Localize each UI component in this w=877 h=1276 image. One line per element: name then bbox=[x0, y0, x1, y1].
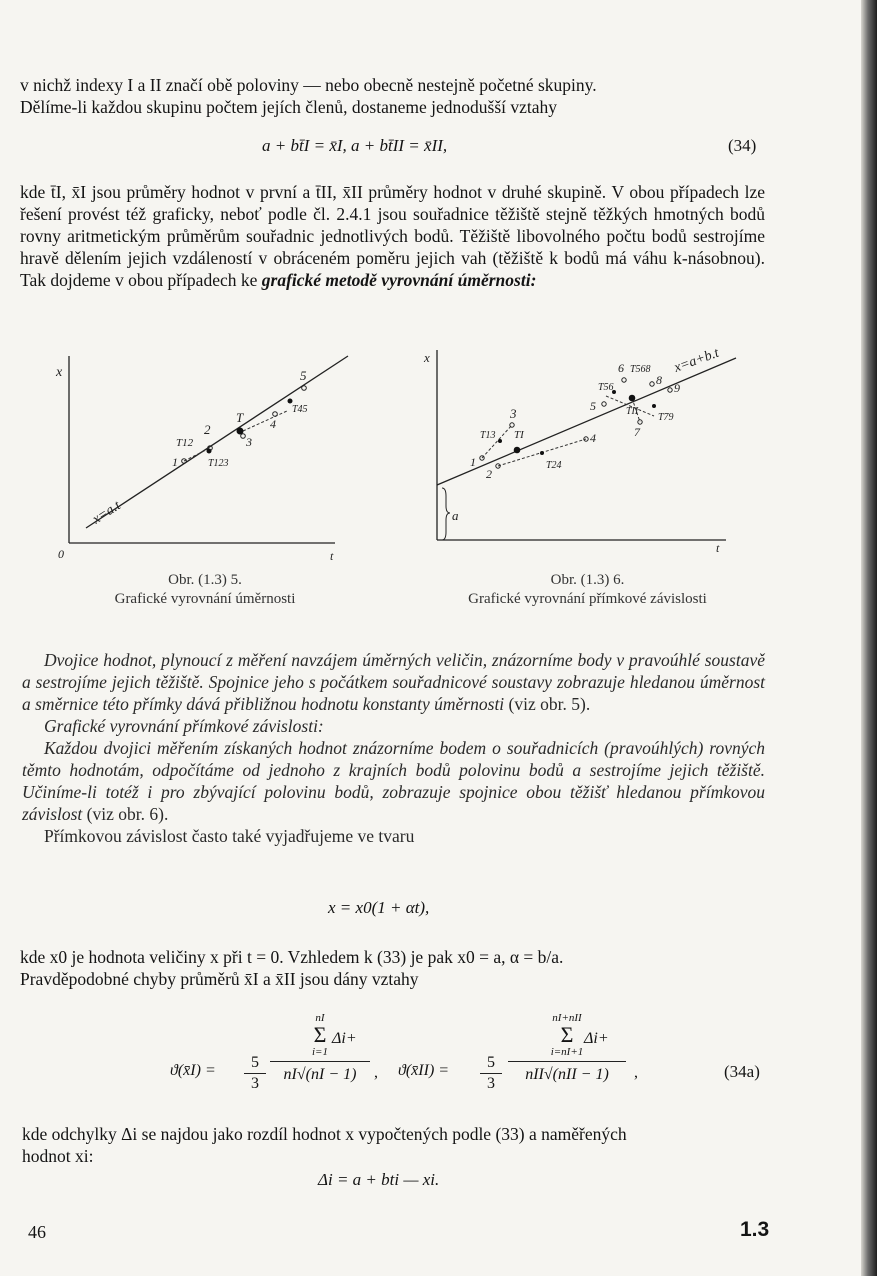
eq34a-sum1-upper: nI bbox=[315, 1012, 325, 1024]
fig5-label-p3: 3 bbox=[246, 435, 252, 449]
fig5-centroid-T bbox=[237, 428, 244, 435]
eq34a-number: (34a) bbox=[724, 1062, 760, 1081]
fig6-label-x-axis: x bbox=[424, 350, 430, 365]
paragraph-6-line-1: kde odchylky Δi se najdou jako rozdíl hodnot x vypočtených podle (33) a naměřených bbox=[22, 1124, 627, 1144]
eq34a-lhs-1: ϑ(x̄I) = bbox=[170, 1062, 216, 1079]
fig5-label-p4: 4 bbox=[270, 417, 276, 431]
fig5-centroid-T123 bbox=[207, 449, 212, 454]
eq34a-sum1-sigma: Σ bbox=[313, 1022, 327, 1047]
fig5-caption-1: Obr. (1.3) 5. bbox=[168, 572, 242, 588]
paragraph-3-title: Grafické vyrovnání přímkové závislosti: bbox=[44, 716, 324, 736]
fig5-point-4 bbox=[273, 412, 278, 417]
equation-34a bbox=[0, 1010, 877, 1120]
fig6-point-9 bbox=[668, 388, 672, 392]
top-text bbox=[20, 74, 765, 118]
fig6-centroid-TI bbox=[514, 447, 521, 454]
equation-x: x = x0(1 + αt), bbox=[328, 898, 430, 917]
eq34a-coef-den-1: 3 bbox=[251, 1075, 259, 1092]
paragraph-5-line-2: Pravděpodobné chyby průměrů x̄I a x̄II jsou dány vztahy bbox=[20, 969, 419, 989]
section-number: 1.3 bbox=[740, 1218, 770, 1241]
fig6-label-a: a bbox=[452, 508, 459, 523]
fig6-caption bbox=[400, 571, 775, 609]
paragraph-6-line-2: hodnot xi: bbox=[22, 1146, 94, 1166]
fig5-label-T123: T123 bbox=[208, 458, 229, 469]
fig6-label-t-axis: t bbox=[716, 541, 720, 555]
fig5-point-5 bbox=[302, 386, 307, 391]
figure-6 bbox=[418, 338, 748, 558]
paragraph-3-reference: (viz obr. 6). bbox=[86, 804, 169, 824]
fig6-label-T568: T568 bbox=[630, 364, 651, 375]
fig6-label-T56: T56 bbox=[598, 382, 614, 393]
eq34a-coef-num-2: 5 bbox=[487, 1054, 495, 1071]
eq34a-sum2-upper: nI+nII bbox=[552, 1012, 582, 1024]
paragraph-5-line-1: kde x0 je hodnota veličiny x při t = 0. Vzhledem k (33) je pak x0 = a, α = b/a. bbox=[20, 947, 564, 967]
top-line-1: v nichž indexy I a II značí obě poloviny — nebo obecně nestejně početné skupiny. bbox=[20, 75, 597, 95]
fig6-label-p3: 3 bbox=[510, 406, 517, 421]
fig5-label-T: T bbox=[236, 410, 244, 425]
top-line-2: Dělíme-li každou skupinu počtem jejích členů, dostaneme jednodušší vztahy bbox=[20, 97, 558, 117]
paragraph-2-text: Dvojice hodnot, plynoucí z měření navzájem úměrných veličin, znázorníme body v pravoúhlé soustavě a sestrojíme jejich těžiště. Spojnice jeho s počátkem souřadnicové soustavy zobrazuje hledanou úměrnost a směrnice této přímky dává přibližnou hodnotu konstanty úměrnosti bbox=[22, 650, 765, 714]
paragraph-2-reference: (viz obr. 5). bbox=[508, 694, 591, 714]
fig5-centroid-T45 bbox=[288, 399, 293, 404]
fig6-label-p1: 1 bbox=[470, 455, 476, 469]
fig6-label-T13: T13 bbox=[480, 430, 496, 441]
eq34a-sum2-lower: i=nI+1 bbox=[550, 1046, 584, 1058]
eq34a-coef-num-1: 5 bbox=[251, 1054, 259, 1071]
equation-34-number: (34) bbox=[728, 136, 757, 155]
eq34a-sum2-term: Δi+ bbox=[584, 1030, 609, 1047]
fig5-label-line: x=a.t bbox=[90, 498, 124, 528]
equation-34: a + bt̄I = x̄I, a + bt̄II = x̄II, bbox=[262, 136, 448, 155]
fig6-point-5 bbox=[602, 402, 606, 406]
fig6-caption-2: Grafické vyrovnání přímkové závislosti bbox=[468, 591, 707, 607]
fig6-label-p7: 7 bbox=[634, 425, 640, 439]
fig6-label-T24: T24 bbox=[546, 460, 562, 471]
fig5-label-p2: 2 bbox=[204, 422, 211, 437]
eq34a-sum1-term: Δi+ bbox=[332, 1030, 357, 1047]
eq34a-den-1: nI√(nI − 1) bbox=[283, 1066, 357, 1083]
fig5-label-p5: 5 bbox=[300, 368, 307, 383]
eq34a-coef-den-2: 3 bbox=[487, 1075, 495, 1092]
fig6-label-p6: 6 bbox=[618, 361, 624, 375]
paragraph-1-emphasis: grafické metodě vyrovnání úměrnosti: bbox=[261, 270, 537, 290]
fig6-label-p4: 4 bbox=[590, 431, 596, 445]
fig5-label-x-axis: x bbox=[56, 365, 63, 380]
fig6-label-T79: T79 bbox=[658, 412, 674, 423]
fig6-centroid-T79 bbox=[652, 404, 656, 408]
fig6-label-p9: 9 bbox=[674, 381, 680, 395]
fig6-label-p8: 8 bbox=[656, 373, 662, 387]
fig6-point-8 bbox=[650, 382, 654, 386]
paragraph-1 bbox=[20, 181, 765, 291]
fig5-label-T45: T45 bbox=[292, 404, 308, 415]
fig5-label-T12: T12 bbox=[176, 437, 194, 449]
page-number: 46 bbox=[28, 1222, 46, 1242]
paragraph-2 bbox=[22, 649, 765, 847]
paragraph-6 bbox=[22, 1123, 767, 1167]
fig6-regression-line bbox=[437, 358, 736, 485]
eq34a-sum2-sigma: Σ bbox=[560, 1022, 574, 1047]
eq34a-den-2: nII√(nII − 1) bbox=[525, 1066, 609, 1083]
fig5-point-3 bbox=[241, 434, 246, 439]
fig6-centroid-T24 bbox=[540, 451, 544, 455]
fig5-caption bbox=[60, 571, 350, 609]
fig6-label-TII: TII bbox=[626, 406, 639, 417]
fig5-caption-2: Grafické vyrovnání úměrnosti bbox=[114, 591, 296, 607]
fig6-label-p2: 2 bbox=[486, 467, 492, 481]
fig6-caption-1: Obr. (1.3) 6. bbox=[550, 572, 625, 588]
fig5-label-t-axis: t bbox=[330, 549, 334, 560]
figure-5 bbox=[50, 348, 370, 560]
fig6-centroid-T13 bbox=[498, 439, 502, 443]
fig6-intercept-brace bbox=[442, 488, 450, 540]
equation-delta: Δi = a + bti — xi. bbox=[318, 1170, 440, 1189]
fig6-point-6 bbox=[622, 378, 626, 382]
paragraph-4: Přímkovou závislost často také vyjadřujeme ve tvaru bbox=[44, 826, 415, 846]
fig5-label-origin: 0 bbox=[58, 547, 64, 560]
eq34a-sum1-lower: i=1 bbox=[312, 1046, 328, 1058]
fig6-label-line: x=a+b.t bbox=[672, 345, 722, 376]
eq34a-comma-2: , bbox=[634, 1064, 638, 1081]
eq34a-lhs-2: ϑ(x̄II) = bbox=[398, 1062, 450, 1079]
fig5-label-p1: 1 bbox=[172, 455, 178, 469]
paragraph-3-text: Každou dvojici měřením získaných hodnot znázorníme bodem o souřadnicích (pravoúhlých) rovných těmto hodnotám, odpočítáme od jednoho z krajních bodů polovinu bodů a sestrojíme jejich těžiště. Učiníme-li totéž i pro zbývající polovinu bodů, zobrazuje spojnice obou těžišť hledanou přímkovou závislost bbox=[22, 738, 765, 824]
fig6-label-TI: TI bbox=[514, 429, 524, 441]
fig6-centroid-TII bbox=[629, 395, 636, 402]
paragraph-1-text: kde t̄I, x̄I jsou průměry hodnot v první a t̄II, x̄II průměry hodnot v druhé skupině. V obou případech lze řešení provést též graficky, neboť podle čl. 2.4.1 jsou souřadnice těžiště stejně těžkých hmotných bodů rovny aritmetickým průměrům souřadnic jednotlivých bodů. Těžiště libovolného počtu bodů sestrojíme hravě dělením jejich vzdáleností v obráceném poměru jejich vah (těžiště k bodů má váhu k-násobnou). Tak dojdeme v obou případech ke bbox=[20, 182, 765, 290]
eq34a-comma: , bbox=[374, 1064, 378, 1081]
paragraph-5 bbox=[20, 946, 765, 990]
fig5-regression-line bbox=[86, 356, 348, 528]
fig6-label-p5: 5 bbox=[590, 399, 596, 413]
